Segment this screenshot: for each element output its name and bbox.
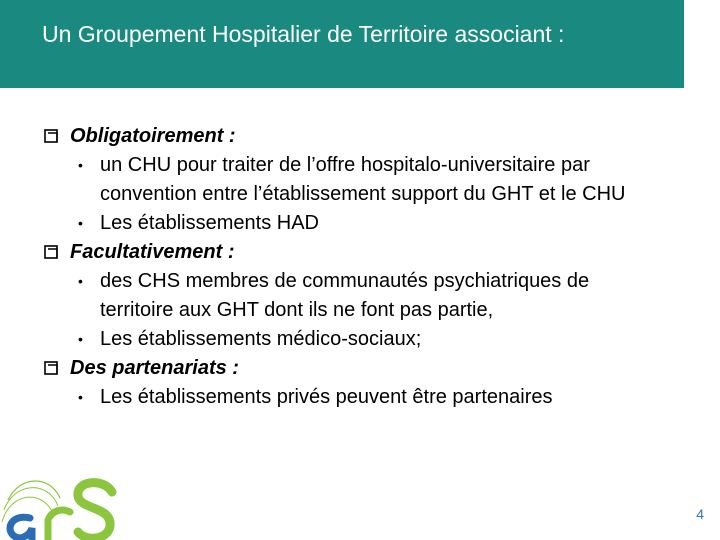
list-item [44,383,640,412]
bullet-icon: • [78,389,83,405]
section-heading [44,238,684,267]
page-number: 4 [696,506,704,522]
checkbox-icon [44,361,58,375]
checkbox-icon [44,245,58,259]
bullet-icon: • [78,273,83,289]
slide-title: Un Groupement Hospitalier de Territoire associant : [42,21,565,47]
list-item-text: Les établissements HAD [100,212,319,234]
section-facultativement [44,238,684,354]
list-item [44,325,640,354]
list-item-text: un CHU pour traiter de l’offre hospitalo-universitaire par convention entre l’établissement support du GHT et le CHU [100,154,626,205]
bullet-icon: • [78,331,83,347]
list-item-text: Les établissements médico-sociaux; [100,328,422,350]
list-item-text: Les établissements privés peuvent être partenaires [100,386,553,408]
bullet-icon: • [78,157,83,173]
slide-content [44,122,684,412]
bullet-icon: • [78,215,83,231]
section-heading [44,354,684,383]
title-bar [0,0,684,88]
ars-logo [0,470,120,540]
section-heading-text: Des partenariats : [70,357,239,379]
list-item-text: des CHS membres de communautés psychiatriques de territoire aux GHT dont ils ne font pas partie, [100,270,590,321]
section-heading-text: Facultativement : [70,241,235,263]
section-partenariats [44,354,684,412]
list-item [44,151,640,209]
checkbox-icon [44,129,58,143]
section-heading-text: Obligatoirement : [70,125,236,147]
list-item [44,209,640,238]
list-item [44,267,640,325]
section-heading [44,122,684,151]
section-obligatoirement [44,122,684,238]
